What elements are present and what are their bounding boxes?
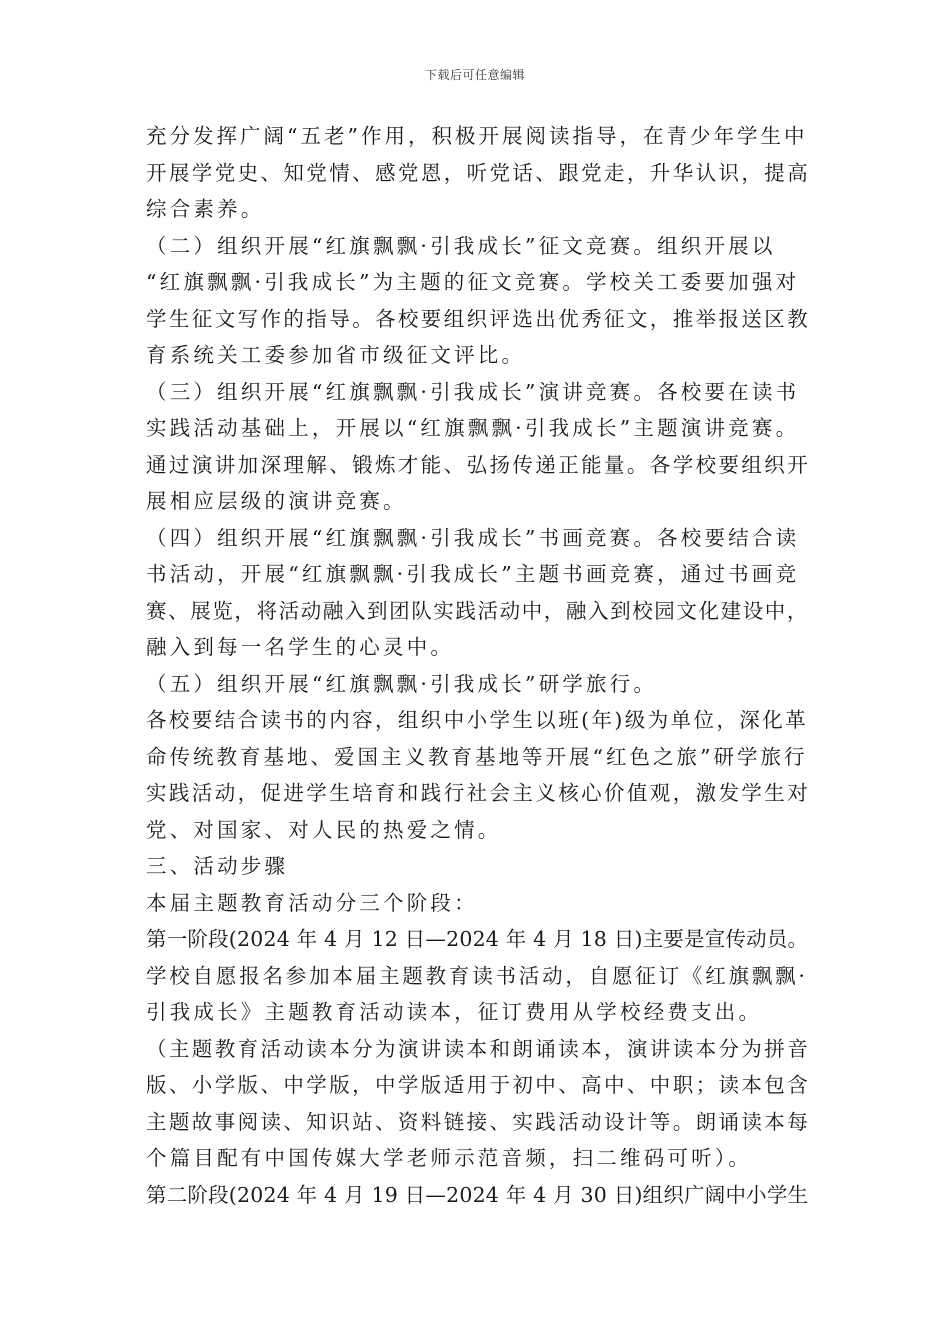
text-line: 学生征文写作的指导。各校要组织评选出优秀征文，推举报送区教 — [146, 306, 811, 331]
page-header: 下载后可任意编辑 — [424, 68, 525, 82]
text-line: 综合素养。 — [146, 197, 265, 221]
text-line: 书活动，开展“红旗飘飘·引我成长”主题书画竞赛，通过书画竞 — [146, 562, 800, 586]
text-line: （四）组织开展“红旗飘飘·引我成长”书画竞赛。各校要结合读 — [146, 525, 800, 550]
text-line: 版、小学版、中学版，中学版适用于初中、高中、中职；读本包含 — [146, 1073, 811, 1097]
text-line: （主题教育活动读本分为演讲读本和朗诵读本，演讲读本分为拼音 — [146, 1036, 811, 1061]
text-line: 本届主题教育活动分三个阶段： — [146, 890, 478, 915]
text-line: 开展学党史、知党情、感党恩，听党话、跟党走，升华认识，提高 — [146, 160, 811, 185]
text-line: 个篇目配有中国传媒大学老师示范音频，扫二维码可听）。 — [146, 1146, 752, 1170]
text-line: 实践活动基础上，开展以“红旗飘飘·引我成长”主题演讲竞赛。 — [146, 416, 800, 440]
text-line: 党、对国家、对人民的热爱之情。 — [146, 817, 502, 842]
text-line: 各校要结合读书的内容，组织中小学生以班(年)级为单位，深化革 — [146, 708, 808, 732]
section-heading: 三、活动步骤 — [146, 854, 289, 878]
text-line: 第一阶段(2024 年 4 月 12 日—2024 年 4 月 18 日)主要是宣传动员。 — [146, 927, 809, 951]
text-line: 融入到每一名学生的心灵中。 — [146, 635, 455, 659]
text-line: 育系统关工委参加省市级征文评比。 — [146, 343, 526, 367]
text-line: 展相应层级的演讲竞赛。 — [146, 489, 407, 513]
text-line: 通过演讲加深理解、锻炼才能、弘扬传递正能量。各学校要组织开 — [146, 452, 811, 477]
text-line: （三）组织开展“红旗飘飘·引我成长”演讲竞赛。各校要在读书 — [146, 379, 800, 404]
text-line: 学校自愿报名参加本届主题教育读书活动，自愿征订《红旗飘飘· — [146, 963, 808, 988]
document-body — [146, 118, 811, 1213]
text-line: 充分发挥广阔“五老”作用，积极开展阅读指导，在青少年学生中 — [146, 124, 808, 148]
text-line: （二）组织开展“红旗飘飘·引我成长”征文竞赛。组织开展以 — [146, 233, 776, 258]
text-line: “红旗飘飘·引我成长”为主题的征文竞赛。学校关工委要加强对 — [146, 270, 800, 294]
text-line: 赛、展览，将活动融入到团队实践活动中，融入到校园文化建设中， — [146, 598, 809, 623]
text-line: 主题故事阅读、知识站、资料链接、实践活动设计等。朗诵读本每 — [146, 1109, 811, 1134]
text-line: 引我成长》主题教育活动读本，征订费用从学校经费支出。 — [146, 1000, 763, 1024]
text-line: 命传统教育基地、爱国主义教育基地等开展“红色之旅”研学旅行 — [146, 744, 808, 769]
text-line: 第二阶段(2024 年 4 月 19 日—2024 年 4 月 30 日)组织广阔中小学生 — [146, 1182, 809, 1207]
text-line: 实践活动，促进学生培育和践行社会主义核心价值观，激发学生对 — [146, 781, 811, 805]
text-line: （五）组织开展“红旗飘飘·引我成长”研学旅行。 — [146, 671, 658, 696]
